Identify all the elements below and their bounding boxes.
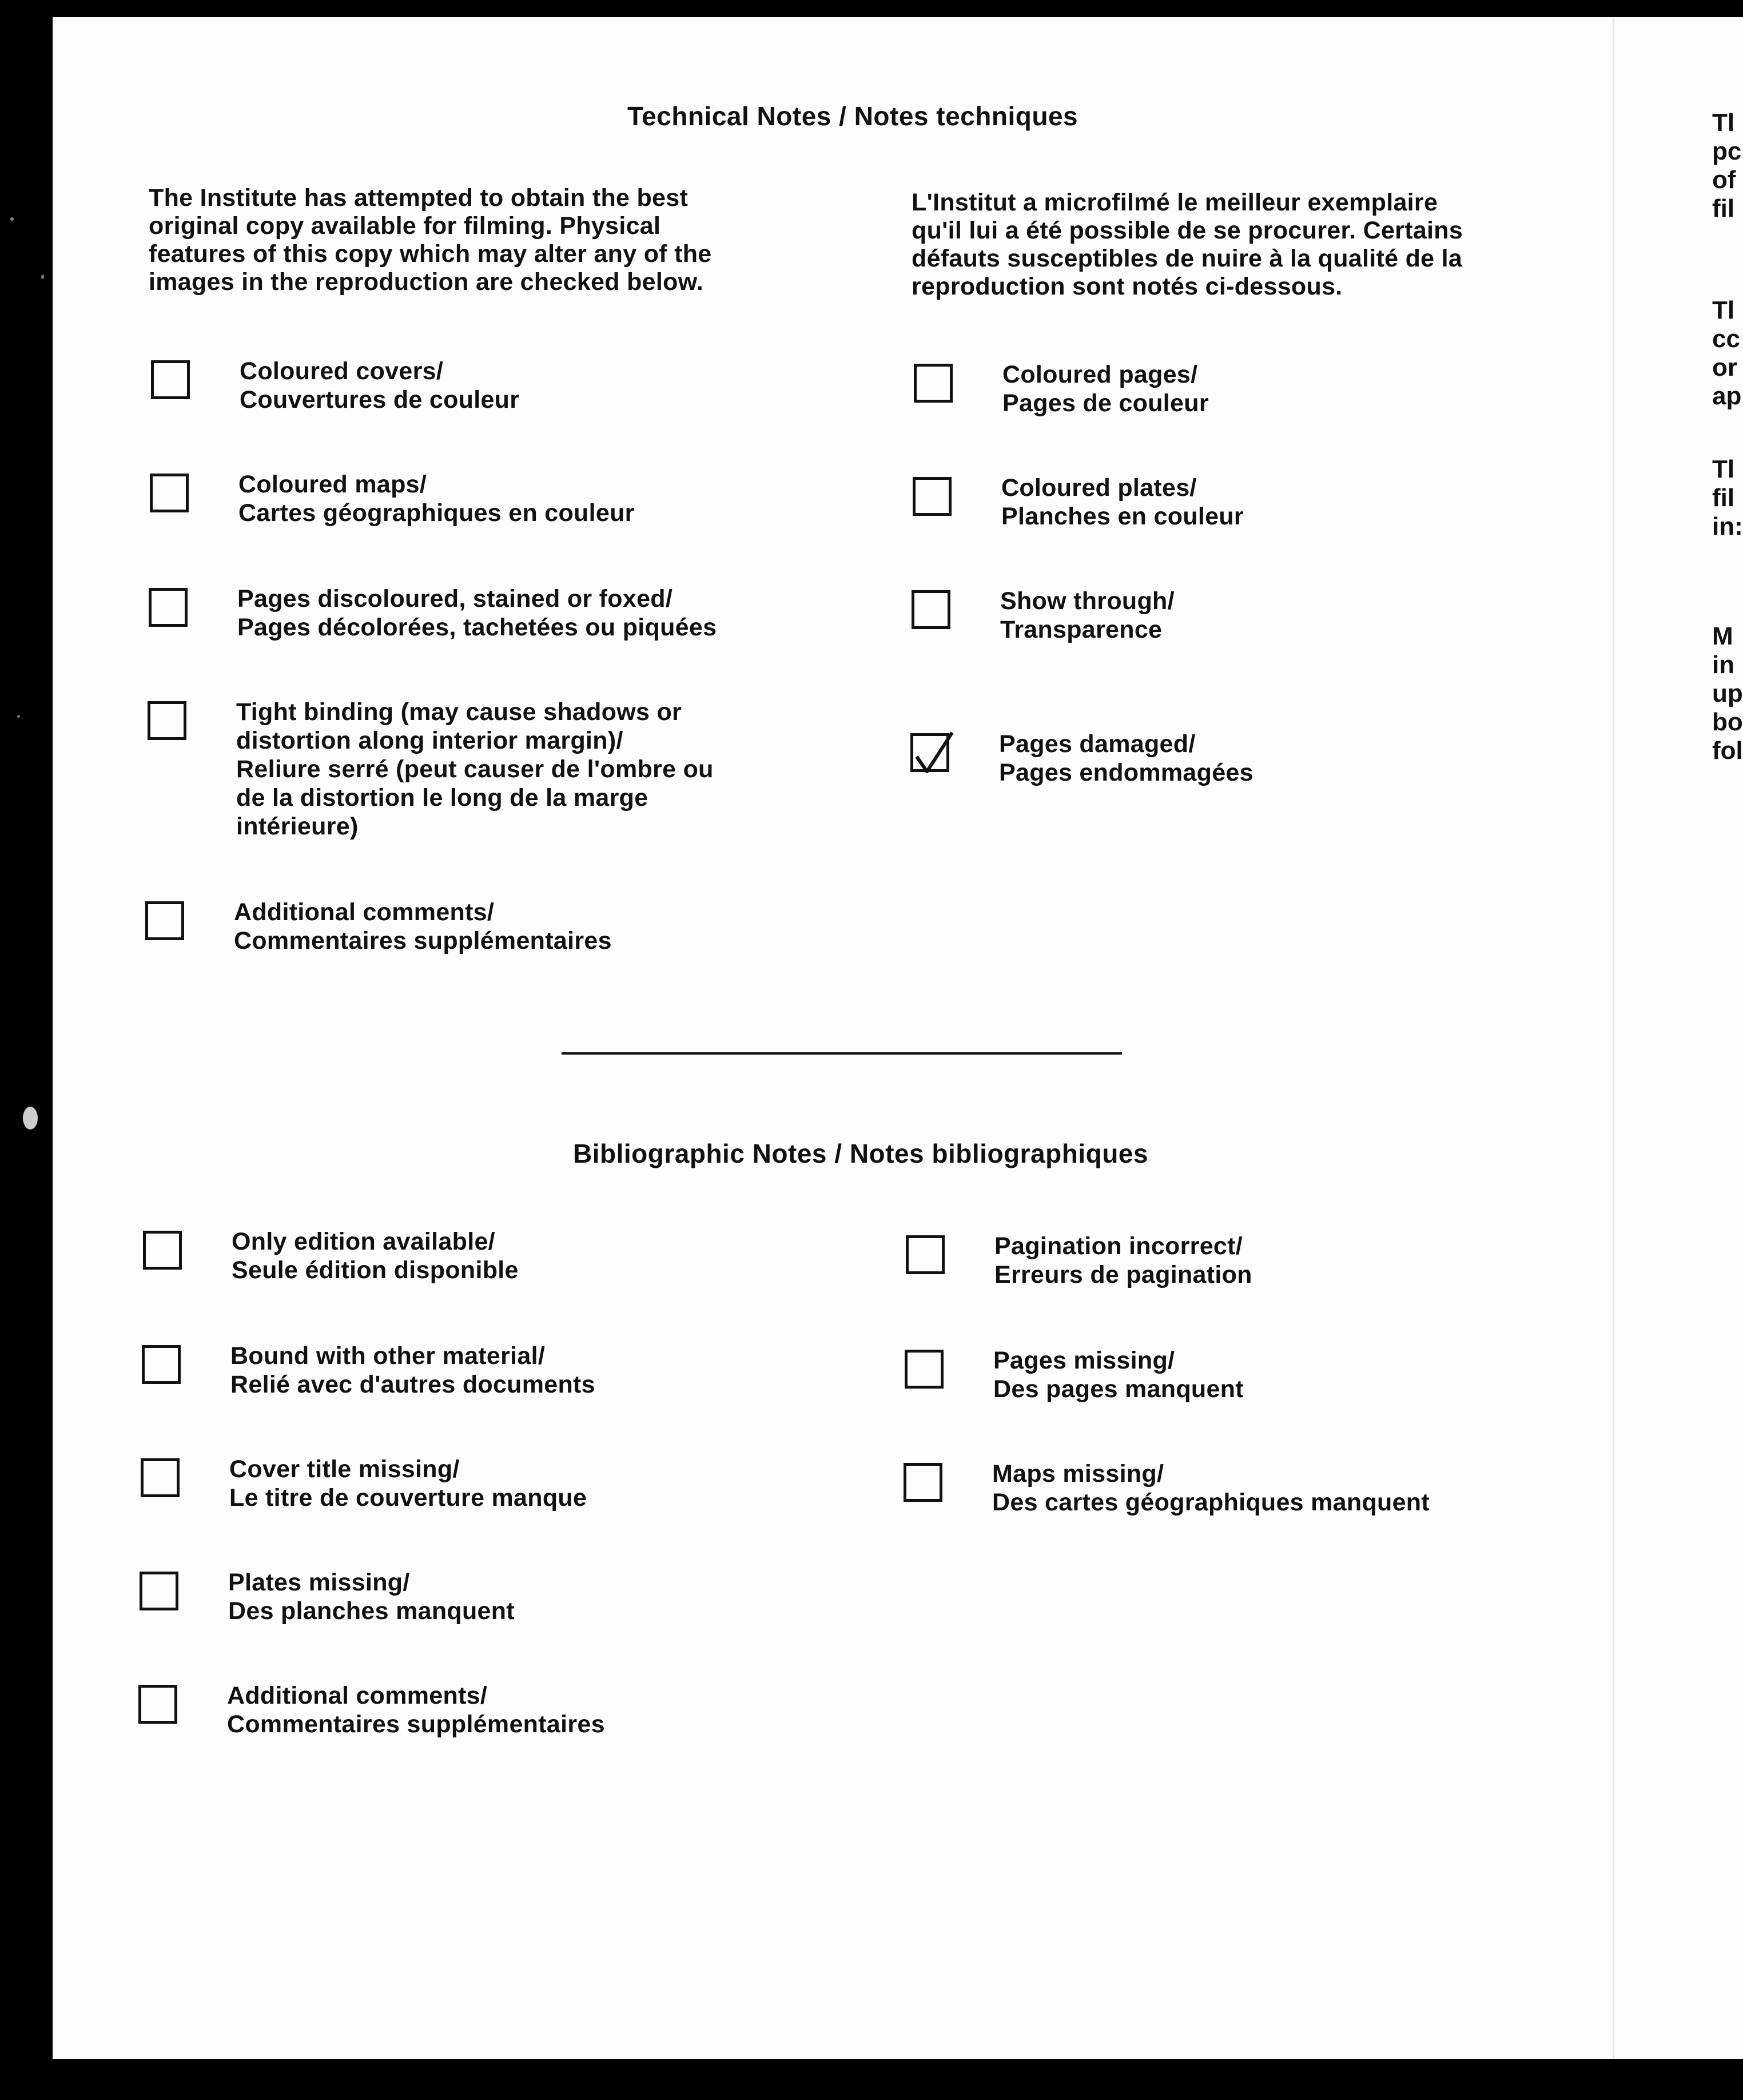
checkbox[interactable]	[913, 477, 952, 516]
edge-text-fragment-3: Tl fil in:	[1712, 455, 1743, 540]
checkbox-label: Only edition available/ Seule édition disponible	[232, 1228, 519, 1284]
scan-speck	[23, 1107, 38, 1129]
checkbox-label: Pages missing/ Des pages manquent	[993, 1347, 1244, 1403]
checkbox[interactable]	[914, 364, 953, 403]
checkbox[interactable]	[150, 474, 189, 512]
checkbox-label: Coloured covers/ Couvertures de couleur	[240, 357, 520, 413]
intro-french: L'Institut a microfilmé le meilleur exemplaire qu'il lui a été possible de se procurer. Certains défauts susceptibles de nuire à la qualité de la reproduction sont notés ci-dessous.	[912, 189, 1463, 300]
edge-text-fragment-4: M in up bo fol	[1712, 622, 1743, 765]
checkbox[interactable]	[141, 1458, 180, 1497]
checkbox-label: Pages discoloured, stained or foxed/ Pages décolorées, tachetées ou piquées	[237, 585, 717, 641]
checkbox[interactable]	[151, 360, 190, 399]
checkmark-icon	[914, 731, 954, 777]
checkbox-label: Coloured plates/ Planches en couleur	[1001, 474, 1244, 530]
edge-text-fragment-1: Tl pc of fil	[1712, 109, 1742, 222]
edge-text-fragment-2: Tl cc or ap	[1712, 296, 1742, 410]
checkbox[interactable]	[138, 1685, 177, 1724]
checkbox-label: Show through/ Transparence	[1000, 587, 1175, 643]
checkbox-label: Tight binding (may cause shadows or distortion along interior margin)/ Reliure serré (peut causer de l'ombre ou de la distortion le long de la marge intérieure)	[236, 698, 714, 840]
scan-speck	[10, 217, 14, 221]
checkbox[interactable]	[906, 1235, 945, 1274]
checkbox[interactable]	[910, 733, 949, 772]
scan-speck	[17, 715, 20, 718]
technical-notes-heading: Technical Notes / Notes techniques	[627, 101, 1079, 131]
checkbox[interactable]	[148, 701, 186, 740]
checkbox[interactable]	[140, 1572, 178, 1610]
checkbox[interactable]	[149, 588, 188, 627]
checkbox[interactable]	[142, 1345, 181, 1384]
checkbox-label: Pages damaged/ Pages endommagées	[999, 730, 1253, 786]
checkbox-label: Bound with other material/ Relié avec d'autres documents	[230, 1342, 595, 1398]
checkbox[interactable]	[904, 1463, 942, 1502]
section-divider	[562, 1052, 1122, 1055]
checkbox-label: Maps missing/ Des cartes géographiques manquent	[992, 1460, 1430, 1516]
checkbox-label: Additional comments/ Commentaires supplémentaires	[227, 1682, 605, 1738]
checkbox-label: Coloured maps/ Cartes géographiques en couleur	[238, 471, 635, 527]
bibliographic-notes-heading: Bibliographic Notes / Notes bibliographiques	[573, 1139, 1148, 1168]
checkbox-label: Additional comments/ Commentaires supplémentaires	[234, 898, 612, 954]
checkbox[interactable]	[912, 590, 950, 629]
checkbox-label: Coloured pages/ Pages de couleur	[1002, 361, 1209, 417]
scan-fold-line	[1613, 17, 1614, 2059]
checkbox-label: Cover title missing/ Le titre de couverture manque	[229, 1455, 587, 1512]
scanned-page	[53, 17, 1743, 2059]
scan-speck	[41, 275, 44, 279]
checkbox[interactable]	[145, 901, 184, 940]
checkbox-label: Plates missing/ Des planches manquent	[228, 1569, 515, 1625]
checkbox[interactable]	[143, 1231, 182, 1270]
checkbox[interactable]	[905, 1350, 944, 1389]
checkbox-label: Pagination incorrect/ Erreurs de pagination	[994, 1232, 1252, 1288]
intro-english: The Institute has attempted to obtain the best original copy available for filming. Physical features of this copy which may alter any of the images in the reproduction are checked below.	[149, 184, 712, 296]
